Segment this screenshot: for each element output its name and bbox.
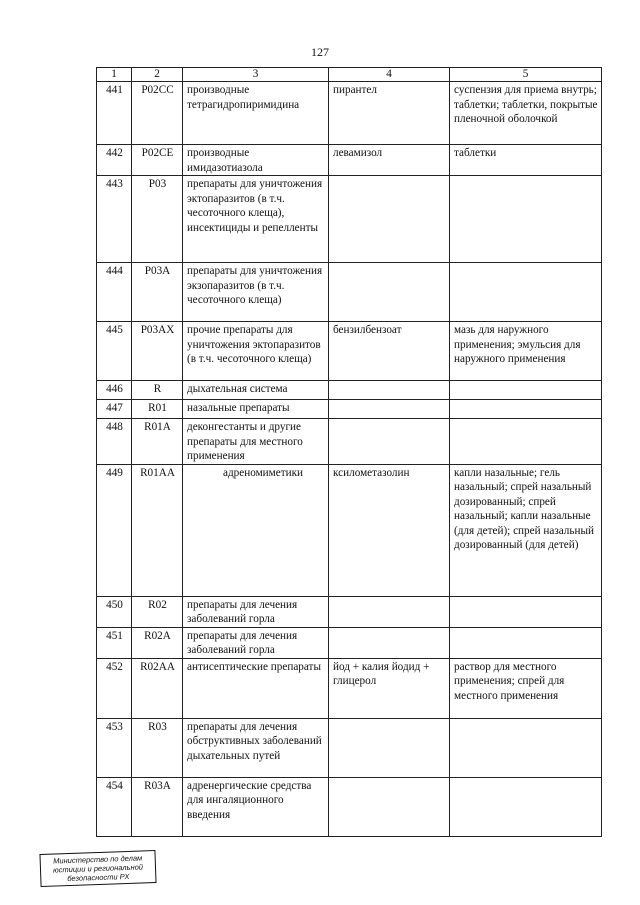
dosage-form	[450, 263, 602, 322]
table-row	[97, 82, 602, 145]
dosage-form	[450, 419, 602, 465]
column-header: 4	[329, 68, 450, 82]
table-row	[97, 596, 602, 627]
atc-group: дыхательная система	[183, 381, 329, 400]
dosage-form: суспензия для приема внутрь; таблетки; таблетки, покрытые пленочной оболочкой	[450, 82, 602, 145]
table-row	[97, 627, 602, 658]
row-number: 444	[97, 263, 132, 322]
drug-name: йод + калия йодид + глицерол	[329, 658, 450, 718]
dosage-form	[450, 381, 602, 400]
row-number: 449	[97, 464, 132, 596]
atc-group: прочие препараты для уничтожения эктопаразитов (в т.ч. чесоточного клеща)	[183, 322, 329, 381]
table-row	[97, 263, 602, 322]
header-row	[97, 68, 602, 82]
atc-code: R02A	[132, 627, 183, 658]
row-number: 451	[97, 627, 132, 658]
row-number: 442	[97, 145, 132, 176]
row-number: 452	[97, 658, 132, 718]
atc-code: P03	[132, 176, 183, 263]
dosage-form: капли назальные; гель назальный; спрей назальный дозированный; спрей назальный; капли назальные (для детей); спрей назальный дозированный (для детей)	[450, 464, 602, 596]
dosage-form	[450, 400, 602, 419]
table-row	[97, 777, 602, 836]
row-number: 450	[97, 596, 132, 627]
drug-name	[329, 400, 450, 419]
drug-name: пирантел	[329, 82, 450, 145]
dosage-form	[450, 627, 602, 658]
atc-group: производные тетрагидропиримидина	[183, 82, 329, 145]
column-header: 2	[132, 68, 183, 82]
table-row	[97, 658, 602, 718]
atc-code: R01AA	[132, 464, 183, 596]
table-row	[97, 400, 602, 419]
column-header: 3	[183, 68, 329, 82]
drug-name	[329, 176, 450, 263]
atc-group: назальные препараты	[183, 400, 329, 419]
drug-name	[329, 381, 450, 400]
atc-code: P02CC	[132, 82, 183, 145]
dosage-form	[450, 596, 602, 627]
drug-name	[329, 596, 450, 627]
atc-group: препараты для уничтожения экзопаразитов (в т.ч. чесоточного клеща)	[183, 263, 329, 322]
atc-group: производные имидазотиазола	[183, 145, 329, 176]
atc-code: R01	[132, 400, 183, 419]
page-number: 127	[311, 45, 329, 59]
table-row	[97, 381, 602, 400]
row-number: 443	[97, 176, 132, 263]
dosage-form	[450, 718, 602, 777]
table-row	[97, 145, 602, 176]
table-row	[97, 718, 602, 777]
table-row	[97, 322, 602, 381]
atc-code: R01A	[132, 419, 183, 465]
atc-group: адренергические средства для ингаляционного введения	[183, 777, 329, 836]
table-row	[97, 464, 602, 596]
dosage-form: раствор для местного применения; спрей для местного применения	[450, 658, 602, 718]
dosage-form	[450, 176, 602, 263]
drug-name: ксилометазолин	[329, 464, 450, 596]
atc-group: препараты для лечения заболеваний горла	[183, 627, 329, 658]
column-header: 5	[450, 68, 602, 82]
table-row	[97, 176, 602, 263]
row-number: 447	[97, 400, 132, 419]
atc-code: P03AX	[132, 322, 183, 381]
row-number: 441	[97, 82, 132, 145]
row-number: 445	[97, 322, 132, 381]
dosage-form: таблетки	[450, 145, 602, 176]
atc-group: препараты для лечения обструктивных заболеваний дыхательных путей	[183, 718, 329, 777]
drug-name	[329, 627, 450, 658]
row-number: 454	[97, 777, 132, 836]
atc-group: деконгестанты и другие препараты для местного применения	[183, 419, 329, 465]
drug-name	[329, 419, 450, 465]
atc-code: P03A	[132, 263, 183, 322]
atc-code: R02	[132, 596, 183, 627]
row-number: 453	[97, 718, 132, 777]
drug-name	[329, 777, 450, 836]
atc-group: антисептические препараты	[183, 658, 329, 718]
atc-group: адреномиметики	[183, 464, 329, 596]
atc-code: R03	[132, 718, 183, 777]
dosage-form: мазь для наружного применения; эмульсия для наружного применения	[450, 322, 602, 381]
column-header: 1	[97, 68, 132, 82]
atc-code: R02AA	[132, 658, 183, 718]
drug-name: левамизол	[329, 145, 450, 176]
atc-code: R	[132, 381, 183, 400]
atc-group: препараты для уничтожения эктопаразитов (в т.ч. чесоточного клеща), инсектициды и репелленты	[183, 176, 329, 263]
atc-code: R03A	[132, 777, 183, 836]
dosage-form	[450, 777, 602, 836]
atc-group: препараты для лечения заболеваний горла	[183, 596, 329, 627]
drug-name	[329, 263, 450, 322]
drug-table	[96, 67, 602, 837]
atc-code: P02CE	[132, 145, 183, 176]
ministry-stamp: Министерство по делам юстиции и региональной безопасности РХ	[39, 850, 156, 887]
row-number: 446	[97, 381, 132, 400]
table-row	[97, 419, 602, 465]
drug-name: бензилбензоат	[329, 322, 450, 381]
row-number: 448	[97, 419, 132, 465]
drug-name	[329, 718, 450, 777]
